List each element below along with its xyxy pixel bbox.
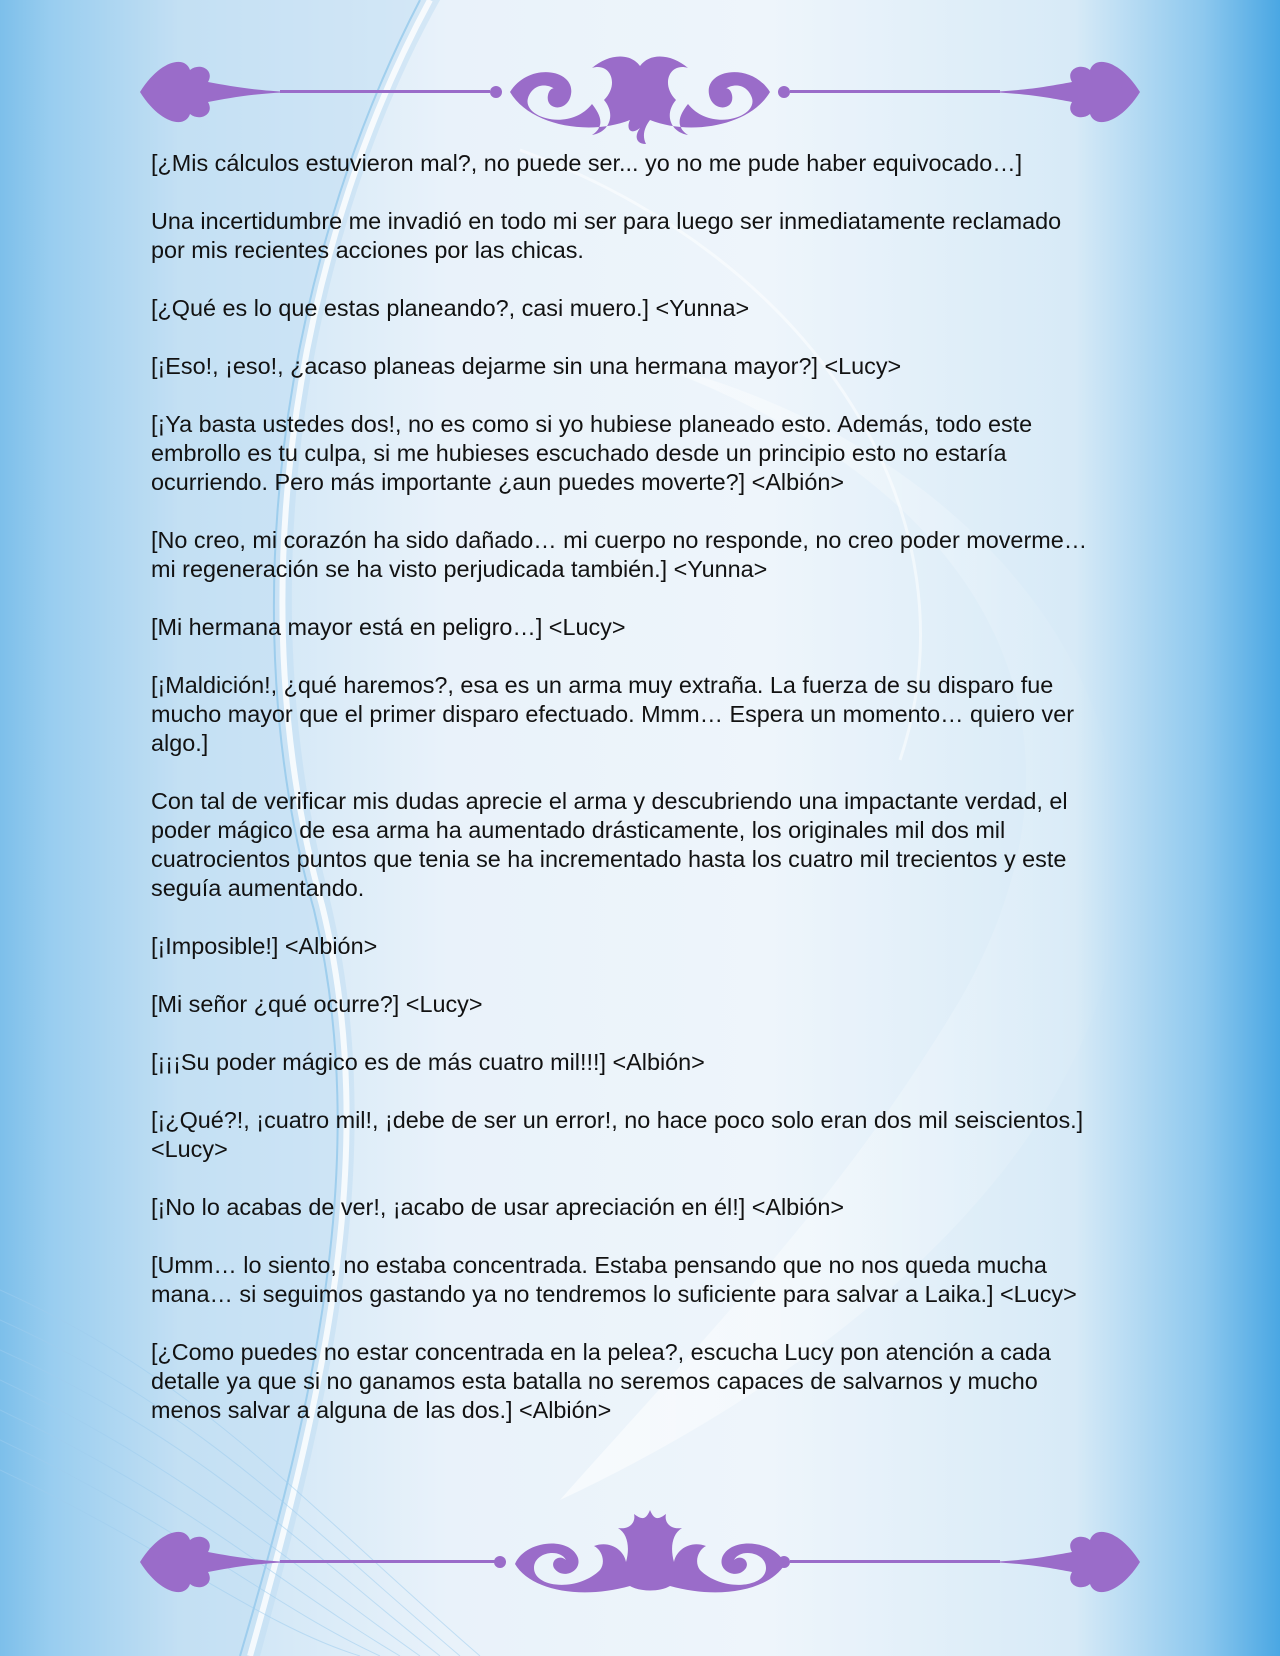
paragraph: [¡¿Qué?!, ¡cuatro mil!, ¡debe de ser un error!, no hace poco solo eran dos mil seiscientos.] <Lucy>	[151, 1107, 1084, 1162]
paragraph: [No creo, mi corazón ha sido dañado… mi cuerpo no responde, no creo poder moverme… mi regeneración se ha visto perjudicada también.] <Yunna>	[151, 527, 1088, 582]
top-flourish-ornament	[130, 40, 1150, 150]
paragraph: [¡Ya basta ustedes dos!, no es como si yo hubiese planeado esto. Además, todo este embrollo es tu culpa, si me hubieses escuchado desde un principio esto no estaría ocurriendo. Pero más importante ¿aun puedes moverte?] <Albión>	[151, 411, 1033, 495]
paragraph: [¡¡¡Su poder mágico es de más cuatro mil!!!] <Albión>	[151, 1049, 705, 1075]
paragraph: Con tal de verificar mis dudas aprecie el arma y descubriendo una impactante verdad, el poder mágico de esa arma ha aumentado drásticamente, los originales mil dos mil cuatrocientos puntos que tenia se ha incrementado hasta los cuatro mil trecientos y este seguía aumentando.	[151, 788, 1068, 901]
paragraph: [¡Imposible!] <Albión>	[151, 933, 378, 959]
paragraph: [¿Qué es lo que estas planeando?, casi muero.] <Yunna>	[151, 295, 750, 321]
story-text	[151, 149, 1101, 1454]
paragraph: [Mi hermana mayor está en peligro…] <Lucy>	[151, 614, 626, 640]
paragraph: [¡Eso!, ¡eso!, ¿acaso planeas dejarme sin una hermana mayor?] <Lucy>	[151, 353, 902, 379]
paragraph: [Mi señor ¿qué ocurre?] <Lucy>	[151, 991, 483, 1017]
bottom-flourish-ornament	[130, 1500, 1150, 1610]
paragraph: [¡Maldición!, ¿qué haremos?, esa es un arma muy extraña. La fuerza de su disparo fue mucho mayor que el primer disparo efectuado. Mmm… Espera un momento… quiero ver algo.]	[151, 672, 1075, 756]
paragraph: [¡No lo acabas de ver!, ¡acabo de usar apreciación en él!] <Albión>	[151, 1194, 845, 1220]
paragraph: [Umm… lo siento, no estaba concentrada. Estaba pensando que no nos queda mucha mana… si seguimos gastando ya no tendremos lo suficiente para salvar a Laika.] <Lucy>	[151, 1252, 1077, 1307]
paragraph: Una incertidumbre me invadió en todo mi ser para luego ser inmediatamente reclamado por mis recientes acciones por las chicas.	[151, 208, 1062, 263]
paragraph: [¿Como puedes no estar concentrada en la pelea?, escucha Lucy pon atención a cada detalle ya que si no ganamos esta batalla no seremos capaces de salvarnos y mucho menos salvar a alguna de las dos.] <Albión>	[151, 1339, 1051, 1423]
paragraph: [¿Mis cálculos estuvieron mal?, no puede ser... yo no me pude haber equivocado…]	[151, 150, 1023, 176]
